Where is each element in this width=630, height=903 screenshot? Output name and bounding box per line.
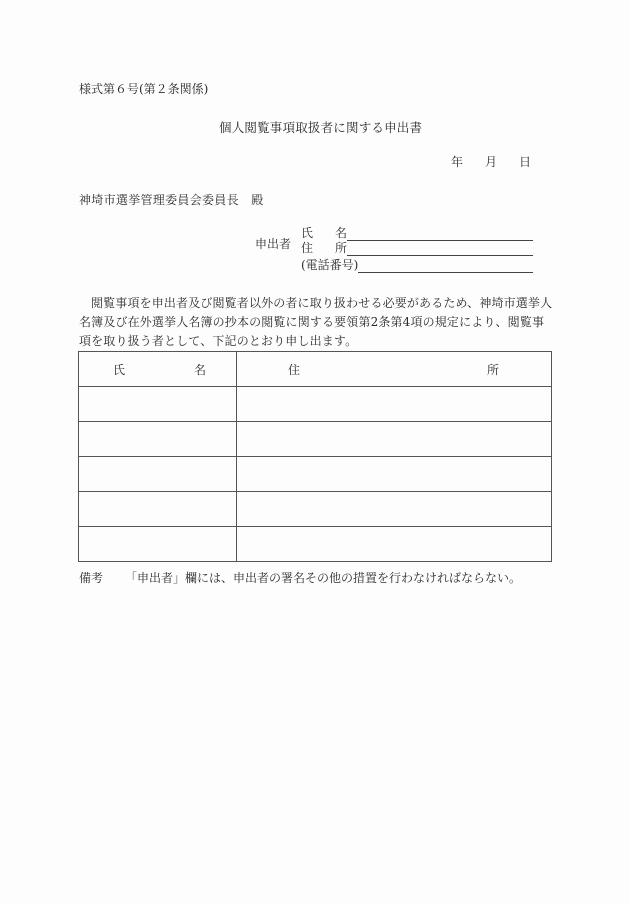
applicant-address-row xyxy=(301,242,533,256)
document-title: 個人閲覧事項取扱者に関する申出書 xyxy=(219,120,423,135)
date-line xyxy=(451,153,531,170)
address-cell[interactable] xyxy=(237,492,552,527)
address-cell[interactable] xyxy=(237,527,552,562)
applicant-label: 申出者 xyxy=(255,237,292,251)
address-cell[interactable] xyxy=(237,457,552,492)
form-number: 様式第６号(第２条関係) xyxy=(79,82,209,96)
table-row xyxy=(79,387,552,422)
handler-roster-table xyxy=(78,351,552,562)
addressee: 神埼市選挙管理委員会委員長 殿 xyxy=(79,193,264,207)
name-cell[interactable] xyxy=(79,387,237,422)
address-label-part1: 住 xyxy=(301,241,314,255)
header-address-part2: 所 xyxy=(486,362,499,377)
name-cell[interactable] xyxy=(79,457,237,492)
table-row xyxy=(79,527,552,562)
remark-text: 「申出者」欄には、申出者の署名その他の措置を行わなければならない。 xyxy=(125,571,522,585)
address-label-part2: 所 xyxy=(334,241,347,255)
name-cell[interactable] xyxy=(79,527,237,562)
remark-note xyxy=(79,569,521,586)
applicant-address-label xyxy=(301,239,347,256)
header-name xyxy=(79,352,237,387)
year-label: 年 xyxy=(451,155,464,169)
applicant-block xyxy=(255,227,545,277)
name-cell[interactable] xyxy=(79,492,237,527)
table-row xyxy=(79,492,552,527)
table-row xyxy=(79,457,552,492)
month-label: 月 xyxy=(485,155,498,169)
header-name-part2: 名 xyxy=(193,362,206,377)
table-row xyxy=(79,422,552,457)
day-label: 日 xyxy=(519,155,532,169)
address-cell[interactable] xyxy=(237,422,552,457)
name-label-part2: 名 xyxy=(334,226,347,240)
address-cell[interactable] xyxy=(237,387,552,422)
applicant-phone-row xyxy=(301,259,533,273)
applicant-name-field[interactable] xyxy=(347,228,533,241)
header-name-part1: 氏 xyxy=(113,362,126,377)
table-header-row xyxy=(79,352,552,387)
applicant-phone-field[interactable] xyxy=(358,260,533,273)
statement-paragraph: 閲覧事項を申出者及び閲覧者以外の者に取り扱わせる必要があるため、神埼市選挙人名簿及び在外選挙人名簿の抄本の閲覧に関する要領第2条第4項の規定により、閲覧事項を取り扱う者として、下記のとおり申し出ます。 xyxy=(79,296,553,348)
header-address-part1: 住 xyxy=(288,362,301,377)
name-cell[interactable] xyxy=(79,422,237,457)
remark-label: 備考 xyxy=(79,571,104,585)
applicant-phone-label: (電話番号) xyxy=(301,258,359,272)
applicant-address-field[interactable] xyxy=(347,243,533,256)
name-label-part1: 氏 xyxy=(301,226,314,240)
header-address xyxy=(237,352,552,387)
